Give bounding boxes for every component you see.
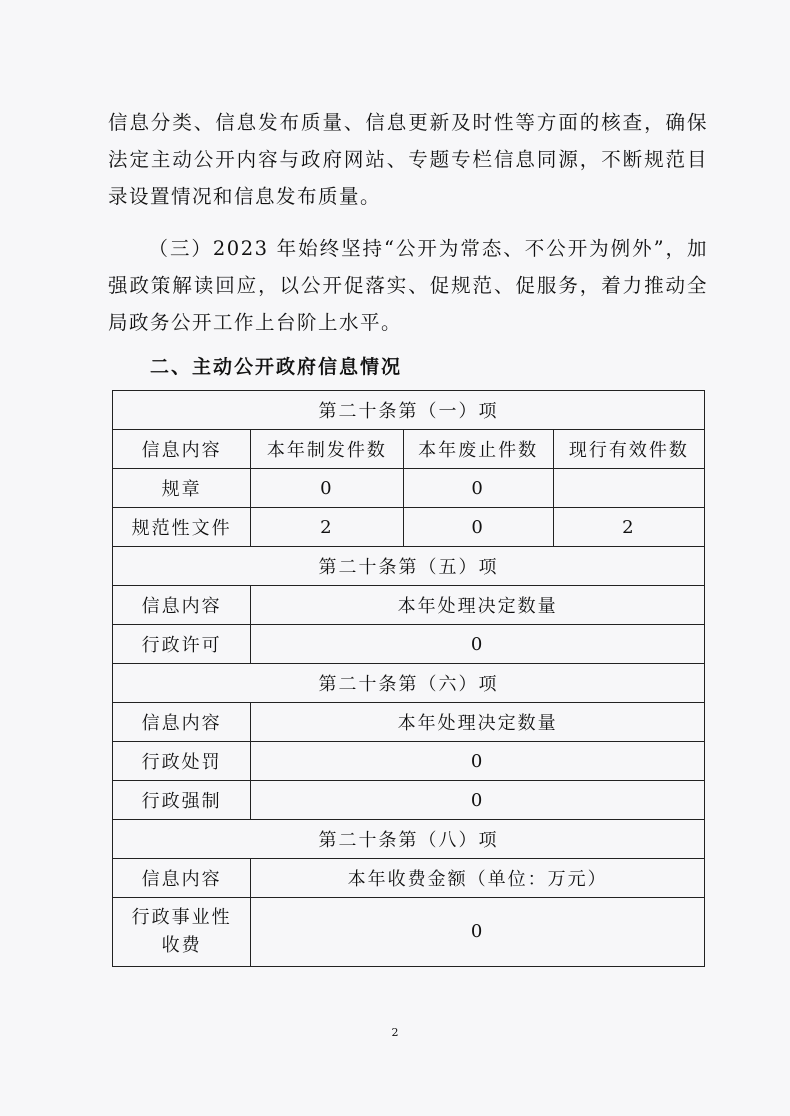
table-header-cell: 信息内容 xyxy=(113,703,251,742)
table-cell: 2 xyxy=(251,508,403,547)
table-row xyxy=(113,859,705,898)
table-row xyxy=(113,664,705,703)
table-header-cell: 信息内容 xyxy=(113,430,251,469)
table-header-cell: 本年废止件数 xyxy=(403,430,553,469)
table-row xyxy=(113,703,705,742)
table-row xyxy=(113,430,705,469)
table-cell: 0 xyxy=(251,898,705,967)
paragraph-point-three-text: （三）2023 年始终坚持“公开为常态、不公开为例外”，加强政策解读回应，以公开促落实、促规范、促服务，着力推动全局政务公开工作上台阶上水平。 xyxy=(108,237,708,334)
table-row xyxy=(113,508,705,547)
table-cell xyxy=(113,898,251,967)
section-heading-5: 第二十条第（五）项 xyxy=(113,547,705,586)
table-header-cell: 信息内容 xyxy=(113,859,251,898)
table-cell: 0 xyxy=(403,508,553,547)
page-number: 2 xyxy=(391,1026,399,1039)
paragraph-point-three xyxy=(108,230,708,341)
table-row xyxy=(113,625,705,664)
table-header-cell: 本年处理决定数量 xyxy=(251,586,705,625)
table-header-cell: 本年收费金额（单位：万元） xyxy=(251,859,705,898)
table-row xyxy=(113,469,705,508)
table-cell: 行政强制 xyxy=(113,781,251,820)
table-row xyxy=(113,742,705,781)
table-cell: 行政处罚 xyxy=(113,742,251,781)
fee-label-line2: 收费 xyxy=(161,935,202,956)
table-cell: 行政许可 xyxy=(113,625,251,664)
table-row xyxy=(113,586,705,625)
table-cell: 规范性文件 xyxy=(113,508,251,547)
table-row xyxy=(113,391,705,430)
table-cell xyxy=(553,469,704,508)
table-row xyxy=(113,898,705,967)
table-row xyxy=(113,547,705,586)
table-cell: 0 xyxy=(403,469,553,508)
table-cell: 规章 xyxy=(113,469,251,508)
paragraph-info-check: 信息分类、信息发布质量、信息更新及时性等方面的核查，确保法定主动公开内容与政府网站、专题专栏信息同源，不断规范目录设置情况和信息发布质量。 xyxy=(108,111,708,208)
table-header-cell: 本年制发件数 xyxy=(251,430,403,469)
table-header-cell: 本年处理决定数量 xyxy=(251,703,705,742)
section-heading-6: 第二十条第（六）项 xyxy=(113,664,705,703)
table-header-cell: 信息内容 xyxy=(113,586,251,625)
fee-label-line1: 行政事业性 xyxy=(131,907,232,928)
table-cell: 0 xyxy=(251,625,705,664)
section-heading-8: 第二十条第（八）项 xyxy=(113,820,705,859)
disclosure-table xyxy=(112,390,705,967)
table-header-cell: 现行有效件数 xyxy=(553,430,704,469)
section-heading-1: 第二十条第（一）项 xyxy=(113,391,705,430)
table-cell: 0 xyxy=(251,742,705,781)
section-title: 二、主动公开政府信息情况 xyxy=(150,356,403,378)
table-cell: 0 xyxy=(251,781,705,820)
table-row xyxy=(113,781,705,820)
table-cell: 2 xyxy=(553,508,704,547)
table-cell: 0 xyxy=(251,469,403,508)
table-row xyxy=(113,820,705,859)
